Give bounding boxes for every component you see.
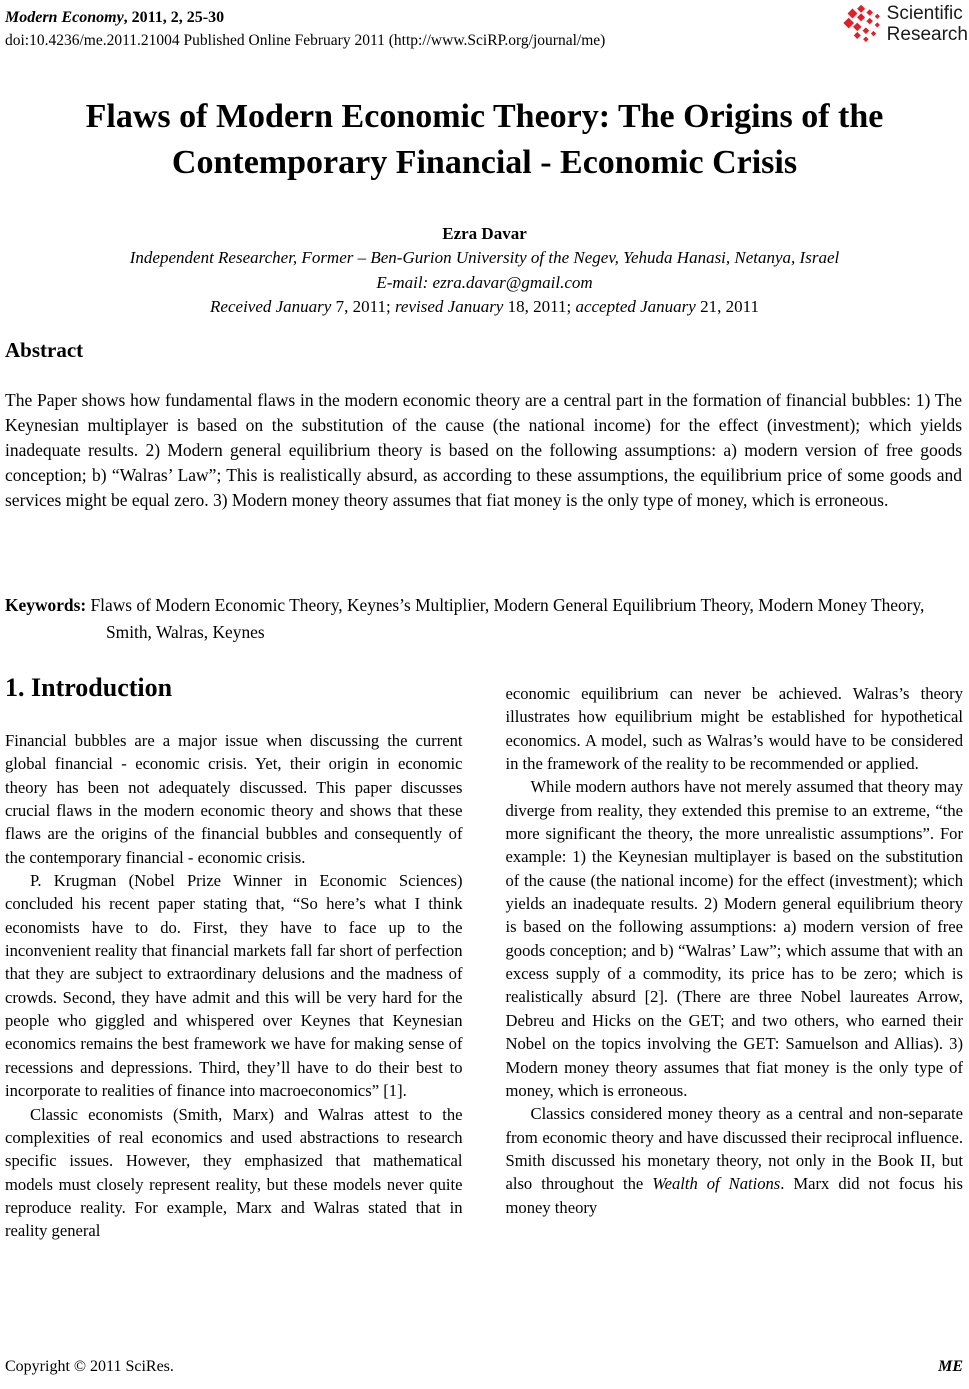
publisher-logo — [842, 3, 968, 45]
doi-line: doi:10.4236/me.2011.21004 Published Online February 2011 (http://www.SciRP.org/journal/me) — [5, 32, 606, 49]
paper-title: Flaws of Modern Economic Theory: The Origins of the Contemporary Financial - Economic Crisis — [85, 98, 884, 181]
copyright-notice: Copyright © 2011 SciRes. — [5, 1358, 174, 1375]
left-column — [5, 675, 463, 1243]
journal-name: Modern Economy — [5, 9, 124, 26]
journal-issue-info: , 2011, 2, 25-30 — [123, 9, 225, 26]
paragraph-text: . Marx did not focus his money theory — [505, 1174, 963, 1217]
publisher-name-line2: Research — [886, 23, 968, 45]
keywords-label: Keywords: — [5, 595, 87, 615]
body-columns — [5, 675, 963, 1243]
paragraph — [506, 1102, 964, 1219]
paragraph: Financial bubbles are a major issue when discussing the current global financial - economic crisis. Yet, their origin in economic theory has been not adequately discussed. This paper discusses crucial flaws in the modern economic theory and shows that these flaws are the origins of the financial bubbles and consequently of the contemporary financial - economic crisis. — [5, 731, 463, 867]
author-name: Ezra Davar — [442, 224, 527, 243]
received-date: 7, 2011; — [335, 296, 395, 316]
section-heading-introduction: 1. Introduction — [5, 673, 173, 702]
paragraph: Classic economists (Smith, Marx) and Walras attest to the complexities of real economics and used abstractions to research specific issues. However, they emphasized that mathematical models must closely represent reality, but these models never quite reproduce reality. For example, Marx and Walras stated that in reality general — [5, 1104, 463, 1241]
abstract-text: The Paper shows how fundamental flaws in the modern economic theory are a central part in the formation of financial bubbles: 1) The Keynesian multiplayer is based on the substitution of the cause (the national income) for the effect (investment); which yields inadequate results. 2) Modern general equilibrium theory is based on the following assumptions: a) modern version of free goods conception; b) “Walras’ Law”; This is realistically absurd, as according to these assumptions, the equilibrium price of some goods and services might be equal zero. 3) Modern money theory assumes that fiat money is the only type of money, which is erroneous. — [5, 390, 962, 511]
paragraph: P. Krugman (Nobel Prize Winner in Economic Sciences) concluded his recent paper stating that, “So here’s what I think economists have to do. First, they have to face up to the inconvenient reality that financial markets fall far short of perfection that they are subject to extraordinary delusions and the madness of crowds. Second, they have admit and this will be very hard for the people who giggled and whispered over Keynes that Keynesian economics remains the best framework we have for making sense of recessions and depressions. Third, they’ll have to do their best to incorporate to realities of finance into macroeconomics” [1]. — [5, 871, 463, 1101]
received-label: Received January — [210, 296, 336, 316]
keywords-block — [5, 592, 962, 645]
paragraph: While modern authors have not merely assumed that theory may diverge from reality, they extended this premise to an extreme, “the more significant the theory, the more unrealistic assumptions”. For example: 1) the Keynesian multiplayer is based on the substitution of the cause (the national income) for the effect (investment); which yields an inadequate results. 2) Modern general equilibrium theory is based on the following assumptions: a) modern version of free goods conception; and b) “Walras’ Law”; which assume that with an excess supply of a commodity, its price has to be zero; which is realistically absurd [2]. (There are three Nobel laureates Arrow, Debreu and Hicks on the GET; and two others, who earned their Nobel on the topics involving the GET: Samuelson and Allias). 3) Modern money theory assumes that fiat money is the only type of money, which is erroneous. — [505, 777, 963, 1100]
accepted-label: accepted January — [575, 296, 701, 316]
journal-citation-line — [5, 6, 605, 29]
accepted-date: 21, 2011 — [700, 296, 759, 316]
received-dates-line — [0, 295, 969, 319]
author-block — [0, 222, 969, 319]
paragraph: economic equilibrium can never be achieved. Walras’s theory illustrates how equilibrium might be established for hypothetical economics. A model, such as Walras’s would have to be considered in the framework of the reality to be recommended or applied. — [505, 684, 963, 774]
publisher-name-line1: Scientific — [886, 3, 963, 24]
right-column — [506, 675, 964, 1243]
abstract-heading: Abstract — [5, 338, 84, 362]
paragraph-text: Classics considered money theory as a central and non-separate from economic theory and have discussed their reciprocal influence. Smith discussed his monetary theory, not only in the Book II, but also throughout the — [505, 1104, 963, 1194]
page-footer — [5, 1358, 963, 1376]
author-affiliation: Independent Researcher, Former – Ben-Gurion University of the Negev, Yehuda Hanasi, Netanya, Israel — [129, 248, 840, 268]
revised-date: 18, 2011; — [507, 296, 576, 316]
paper-title-wrap — [0, 94, 969, 186]
keywords-text: Flaws of Modern Economic Theory, Keynes’s Multiplier, Modern General Equilibrium Theory, Modern Money Theory, Smith, Walras, Keynes — [86, 595, 925, 642]
page-header — [5, 6, 605, 52]
book-title-wealth-of-nations: Wealth of Nations — [652, 1174, 781, 1194]
journal-abbreviation: ME — [938, 1358, 963, 1375]
publisher-name — [887, 4, 968, 45]
author-email: E-mail: ezra.davar@gmail.com — [376, 272, 593, 292]
revised-label: revised January — [394, 296, 508, 316]
scirp-diamonds-icon — [842, 3, 884, 45]
